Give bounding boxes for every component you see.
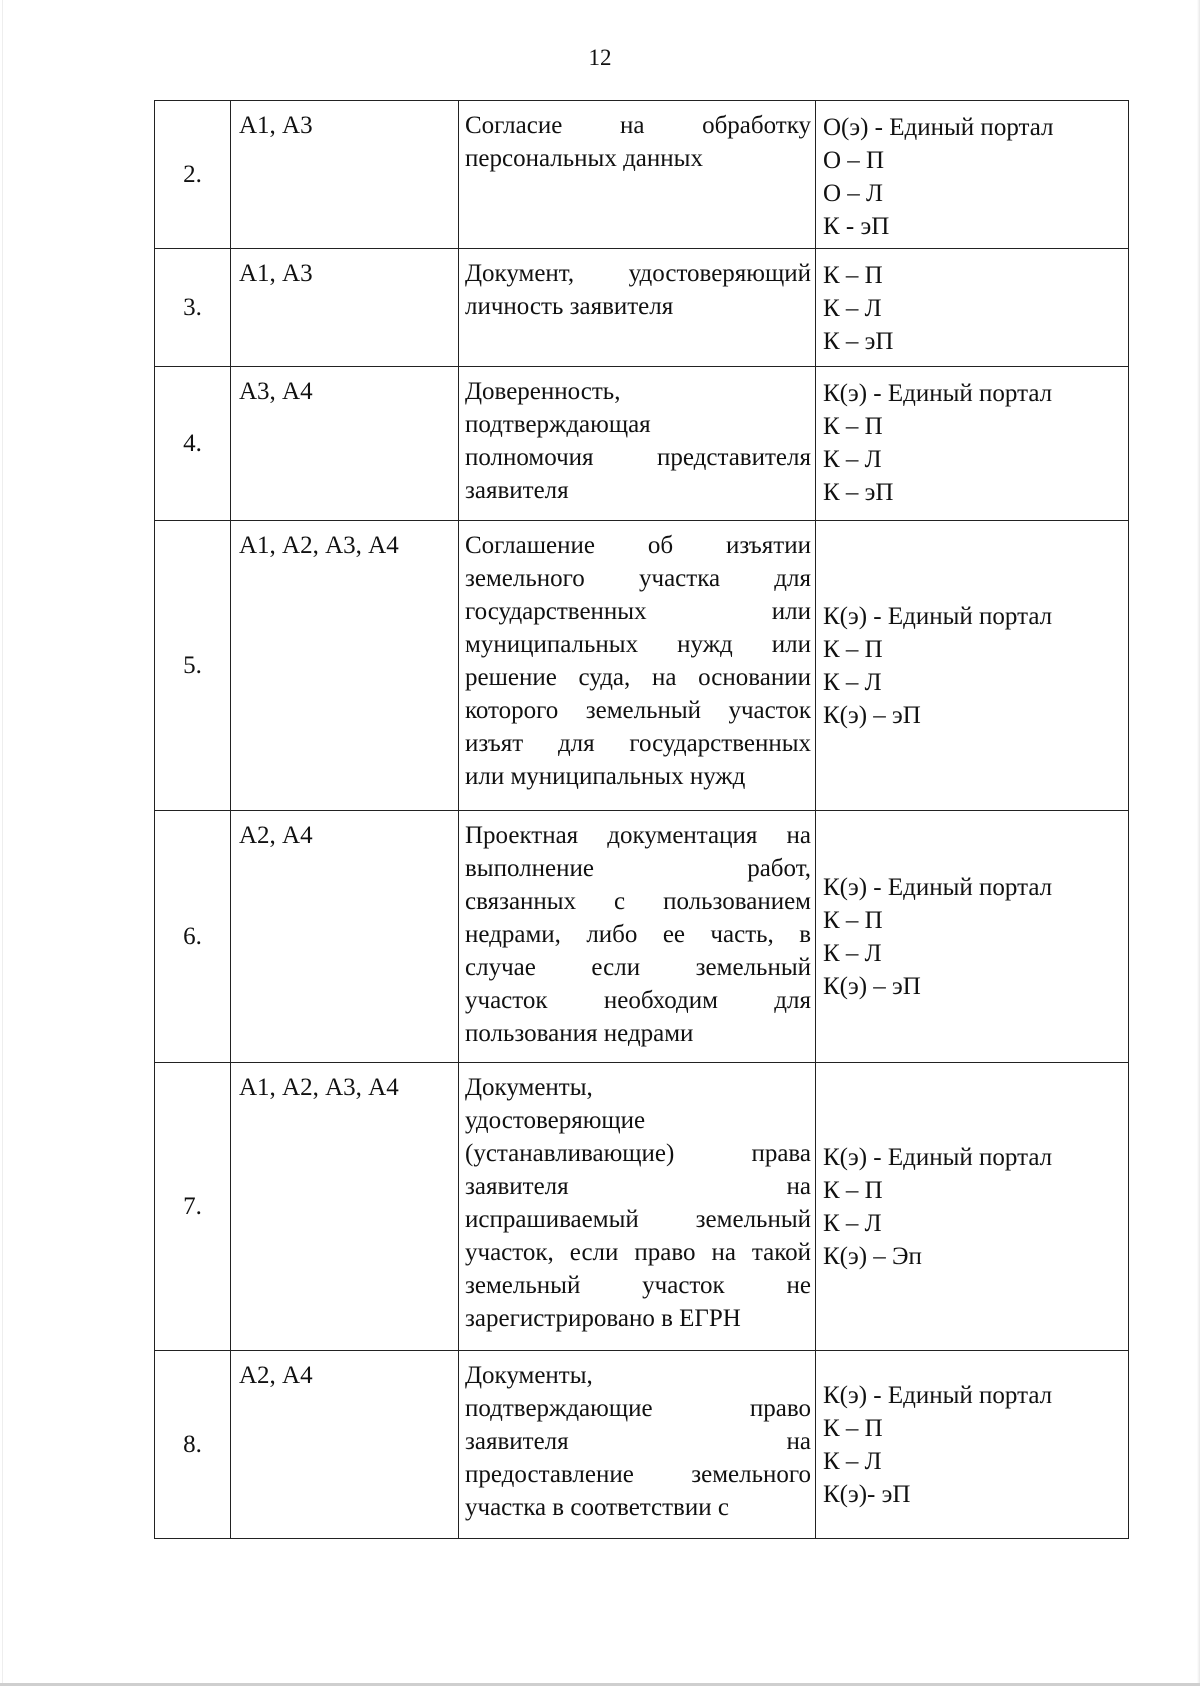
- submission-form-line: К(э) – Эп: [823, 1242, 922, 1270]
- document-name: [459, 249, 816, 367]
- document-name-line: заявителя: [465, 477, 569, 504]
- submission-form-line: К(э) - Единый портал: [823, 602, 1053, 630]
- row-number: 8.: [155, 1351, 231, 1539]
- row-number: 2.: [155, 101, 231, 249]
- submission-form-line: К(э) – эП: [823, 701, 921, 729]
- document-name-line: (устанавливающие) права: [465, 1140, 811, 1167]
- submission-forms: [816, 1351, 1129, 1539]
- document-name-line: заявителя на: [465, 1428, 811, 1455]
- submission-form-line: К – П: [823, 413, 883, 440]
- document-name-line: случае если земельный: [465, 954, 811, 981]
- document-name-line: испрашиваемый земельный: [465, 1206, 811, 1233]
- document-name-line: земельного участка для: [465, 565, 811, 592]
- applicant-codes: А1, А3: [231, 101, 459, 249]
- submission-form-line: О – П: [823, 147, 885, 174]
- scan-edge-left: [2, 0, 3, 1686]
- document-name-line: подтверждающие право: [465, 1395, 811, 1422]
- document-name-line: персональных данных: [465, 145, 703, 172]
- submission-forms: [816, 811, 1129, 1063]
- submission-form-line: О(э) - Единый портал: [823, 114, 1054, 141]
- submission-forms: [816, 521, 1129, 811]
- document-name-line: Доверенность,: [465, 378, 621, 405]
- document-name-line: связанных с пользованием: [465, 888, 811, 915]
- document-name-line: Проектная документация на: [465, 822, 811, 849]
- submission-form-line: К – Л: [823, 295, 882, 322]
- row-number: 5.: [155, 521, 231, 811]
- submission-form-line: К – Л: [823, 668, 882, 696]
- document-name-line: личность заявителя: [465, 293, 674, 320]
- row-number: 7.: [155, 1063, 231, 1351]
- table-row: [155, 1351, 1129, 1539]
- document-name: [459, 1063, 816, 1351]
- document-name-line: заявителя на: [465, 1173, 811, 1200]
- submission-form-line: О – Л: [823, 180, 884, 207]
- document-name-line: предоставление земельного: [465, 1461, 811, 1488]
- submission-form-line: К(э) - Единый портал: [823, 1381, 1053, 1409]
- table-row: [155, 521, 1129, 811]
- document-name-line: участка в соответствии с: [465, 1494, 729, 1521]
- submission-form-line: К – П: [823, 1176, 883, 1204]
- document-name-line: подтверждающая: [465, 411, 651, 438]
- submission-form-line: К(э)- эП: [823, 1480, 911, 1508]
- document-name-line: которого земельный участок: [465, 697, 811, 724]
- document-name-line: государственных или: [465, 598, 811, 625]
- submission-form-line: К – П: [823, 635, 883, 663]
- document-name-line: пользования недрами: [465, 1020, 694, 1047]
- table-row: [155, 101, 1129, 249]
- submission-form-line: К - эП: [823, 213, 890, 240]
- document-name-line: Документ, удостоверяющий: [465, 260, 811, 287]
- submission-form-line: К(э) - Единый портал: [823, 873, 1053, 901]
- document-name-line: Документы,: [465, 1362, 593, 1389]
- document-name-line: участок необходим для: [465, 987, 811, 1014]
- document-name-line: или муниципальных нужд: [465, 763, 746, 790]
- document-name-line: решение суда, на основании: [465, 664, 811, 691]
- table-row: [155, 811, 1129, 1063]
- submission-forms: [816, 101, 1129, 249]
- submission-form-line: К(э) - Единый портал: [823, 380, 1053, 407]
- row-number: 4.: [155, 367, 231, 521]
- submission-form-line: К – П: [823, 906, 883, 934]
- document-name-line: Согласие на обработку: [465, 112, 811, 139]
- document-name-line: земельный участок не: [465, 1272, 811, 1299]
- submission-form-line: К(э) - Единый портал: [823, 1143, 1053, 1171]
- document-name: [459, 811, 816, 1063]
- document-name-line: муниципальных нужд или: [465, 631, 811, 658]
- submission-forms: [816, 367, 1129, 521]
- document-name-line: участок, если право на такой: [465, 1239, 811, 1266]
- document-name: [459, 101, 816, 249]
- applicant-codes: А2, А4: [231, 811, 459, 1063]
- submission-forms: [816, 249, 1129, 367]
- row-number: 3.: [155, 249, 231, 367]
- document-name-line: зарегистрировано в ЕГРН: [465, 1305, 741, 1332]
- submission-form-line: К – П: [823, 262, 883, 289]
- submission-form-line: К – Л: [823, 1209, 882, 1237]
- table-row: [155, 1063, 1129, 1351]
- submission-forms: [816, 1063, 1129, 1351]
- document-name-line: выполнение работ,: [465, 855, 811, 882]
- page-number: 12: [588, 45, 612, 70]
- row-number: 6.: [155, 811, 231, 1063]
- table-row: [155, 249, 1129, 367]
- submission-form-line: К – эП: [823, 328, 894, 355]
- submission-form-line: К(э) – эП: [823, 972, 921, 1000]
- table-row: [155, 367, 1129, 521]
- document-name-line: недрами, либо ее часть, в: [465, 921, 811, 948]
- applicant-codes: А3, А4: [231, 367, 459, 521]
- documents-table-body: [155, 101, 1129, 1539]
- submission-form-line: К – Л: [823, 446, 882, 473]
- submission-form-line: К – эП: [823, 479, 894, 506]
- applicant-codes: А1, А3: [231, 249, 459, 367]
- document-name: [459, 521, 816, 811]
- document-name-line: удостоверяющие: [465, 1107, 646, 1134]
- submission-form-line: К – Л: [823, 1447, 882, 1475]
- applicant-codes: А2, А4: [231, 1351, 459, 1539]
- document-name-line: изъят для государственных: [465, 730, 811, 757]
- documents-table: [154, 100, 1129, 1539]
- document-name-line: Документы,: [465, 1074, 593, 1101]
- document-name-line: Соглашение об изъятии: [465, 532, 811, 559]
- document-name: [459, 1351, 816, 1539]
- document-name: [459, 367, 816, 521]
- document-name-line: полномочия представителя: [465, 444, 811, 471]
- applicant-codes: А1, А2, А3, А4: [231, 1063, 459, 1351]
- submission-form-line: К – П: [823, 1414, 883, 1442]
- applicant-codes: А1, А2, А3, А4: [231, 521, 459, 811]
- submission-form-line: К – Л: [823, 939, 882, 967]
